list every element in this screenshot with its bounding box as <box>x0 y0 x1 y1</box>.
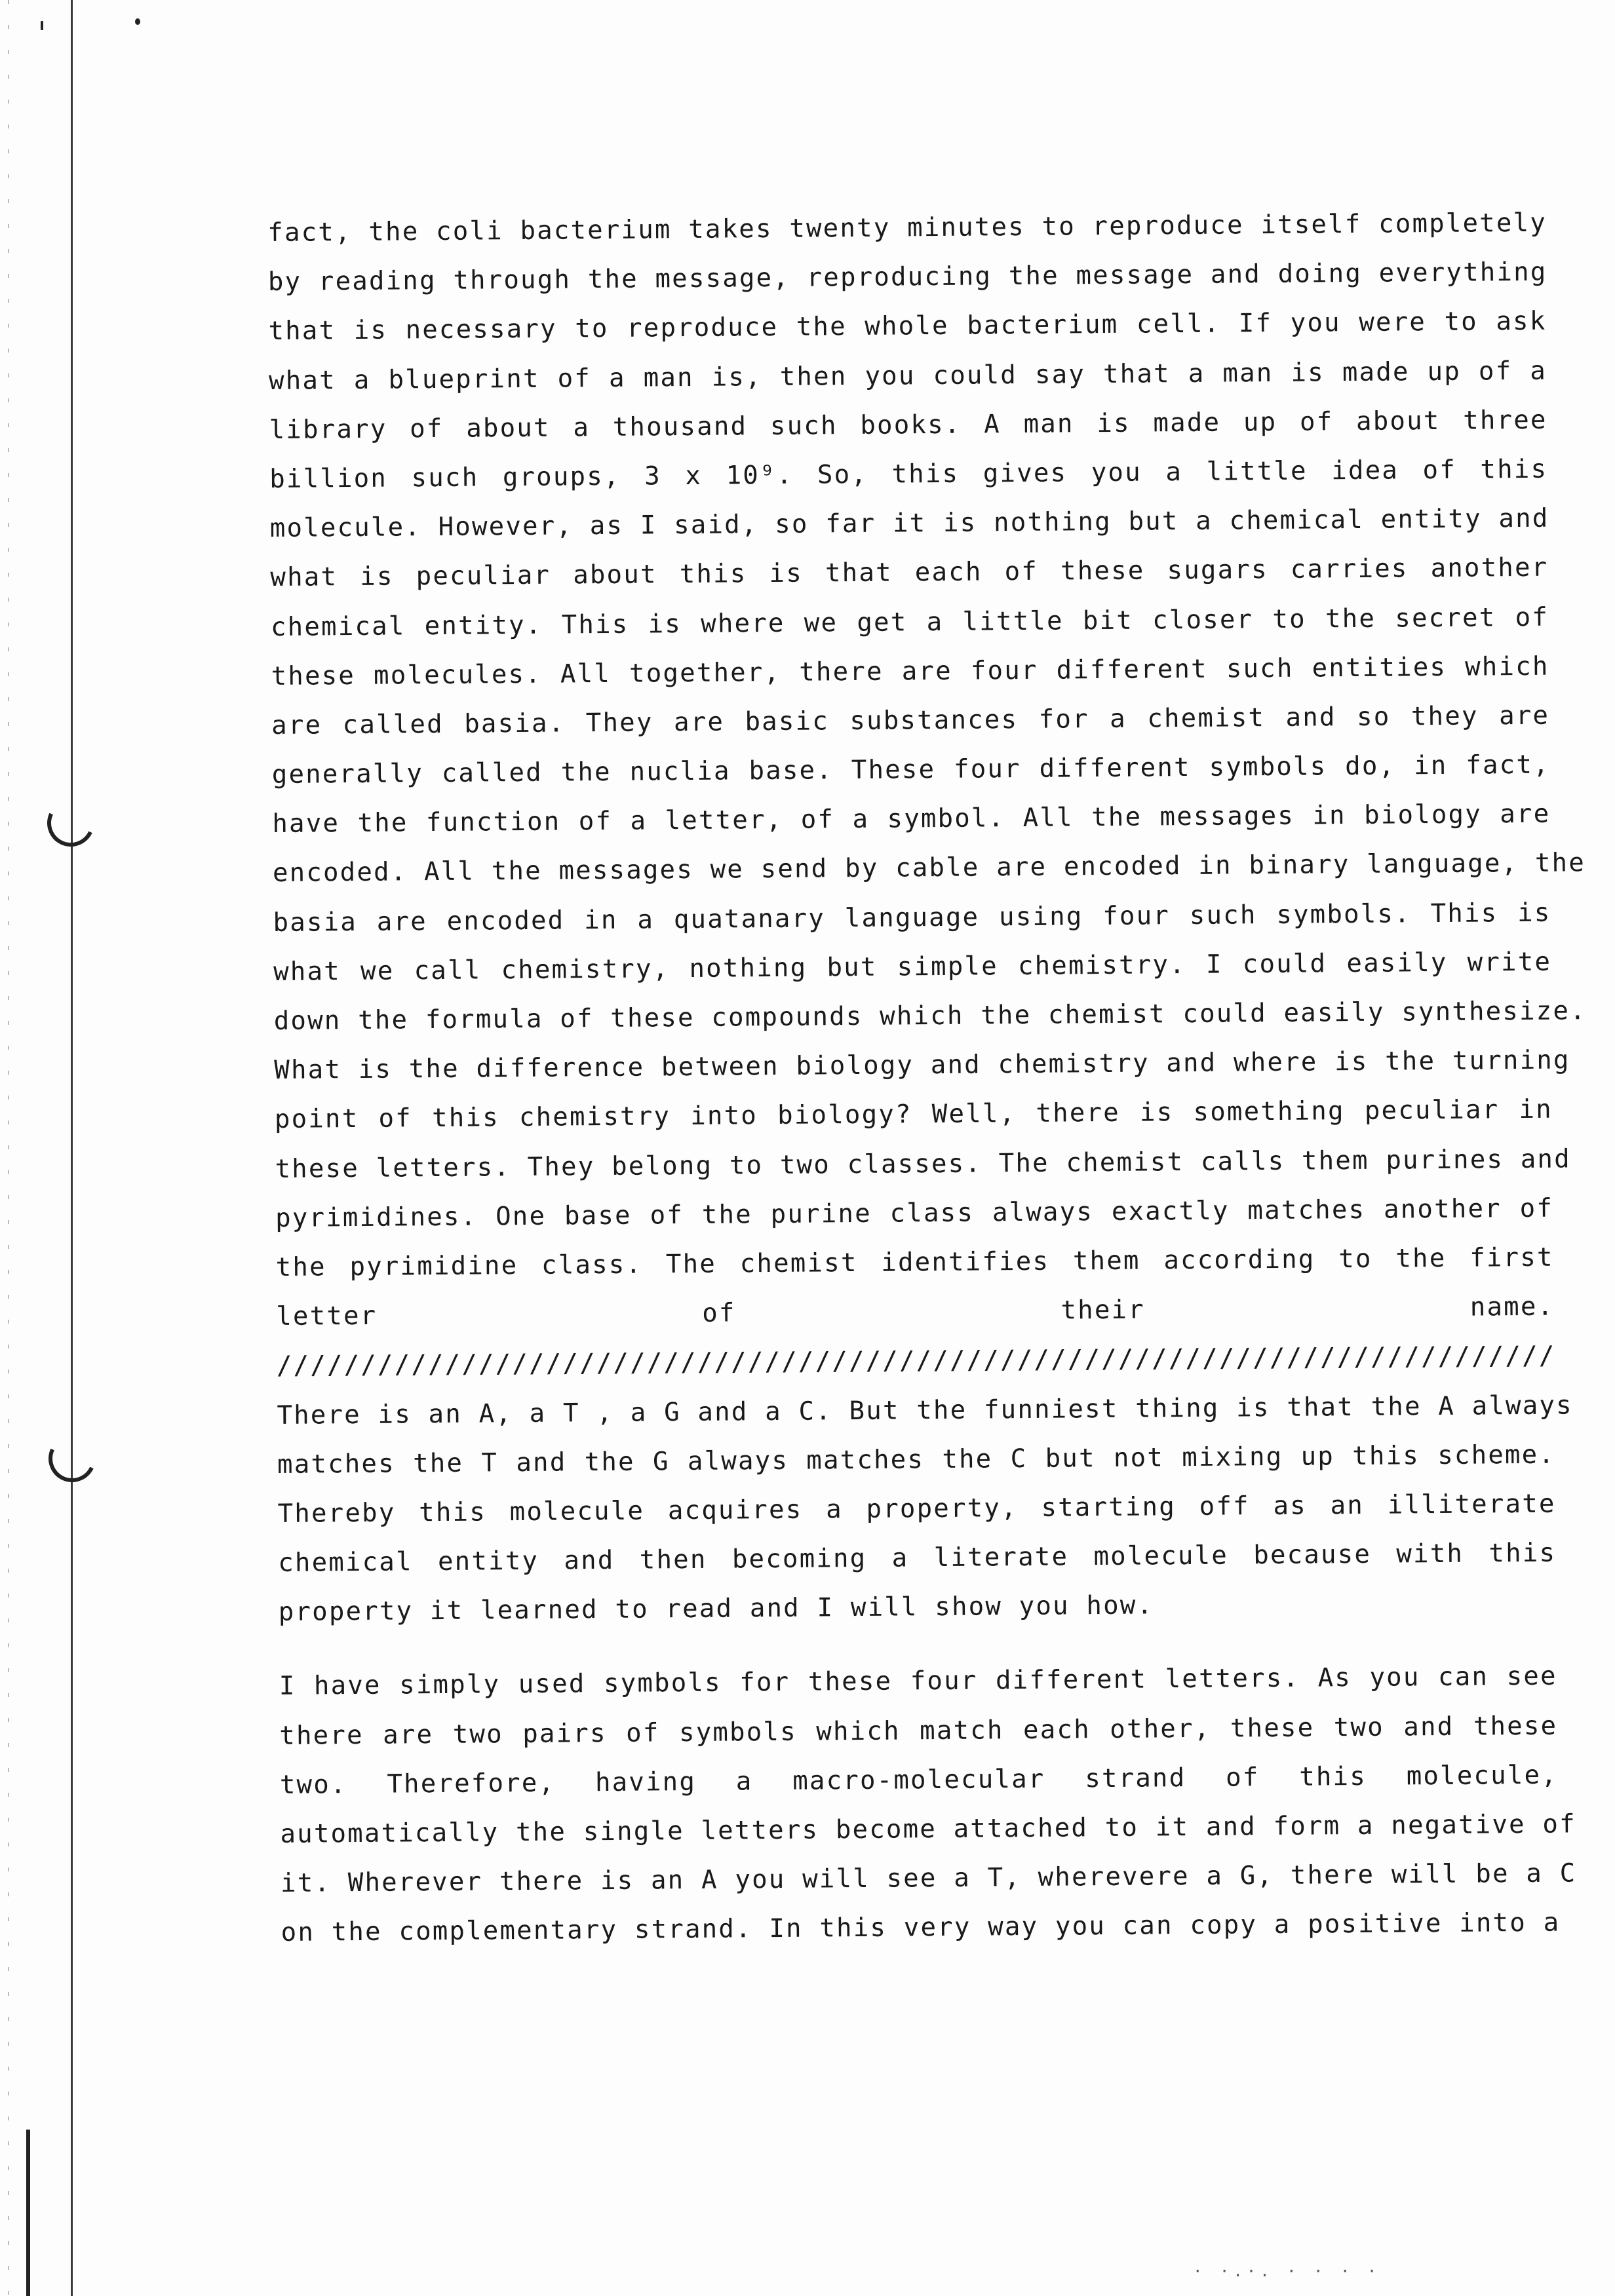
text-line: There is an A, a T , a G and a C. But the funniest thing is that the A always <box>277 1390 1573 1430</box>
page-edge-mark <box>26 2130 30 2296</box>
text-line: these letters. They belong to two classes. The chemist calls them purines and <box>275 1143 1571 1184</box>
text-line: letter of their name. <box>276 1292 1555 1332</box>
text-line: down the formula of these compounds which the chemist could easily synthesize. <box>273 996 1587 1036</box>
text-line: matches the T and the G always matches the C but not mixing up this scheme. <box>277 1440 1556 1480</box>
ink-mark <box>41 21 43 30</box>
text-line: what is peculiar about this is that each of these sugars carries another <box>270 552 1549 593</box>
scan-smudge: · ·.·. · · · · <box>1193 2262 1381 2280</box>
text-line: automatically the single letters become attached to it and form a negative of <box>280 1809 1576 1849</box>
text-line: property it learned to read and I will show you how. <box>278 1590 1154 1628</box>
paragraph-2 <box>279 1652 1577 1957</box>
text-line: by reading through the message, reproducing the message and doing everything <box>267 257 1547 297</box>
text-line: point of this chemistry into biology? Well, there is something peculiar in <box>274 1095 1553 1135</box>
text-line: have the function of a letter, of a symbol. All the messages in biology are <box>272 799 1551 839</box>
text-line: two. Therefore, having a macro-molecular strand of this molecule, <box>279 1760 1559 1800</box>
text-line: basia are encoded in a quatanary language using four such symbols. This is <box>273 898 1551 938</box>
text-line: Thereby this molecule acquires a property, starting off as an illiterate <box>277 1489 1556 1529</box>
paragraph-1 <box>267 199 1587 1637</box>
text-line: what we call chemistry, nothing but simple chemistry. I could easily write <box>273 947 1552 987</box>
text-line: library of about a thousand such books. A man is made up of about three <box>269 405 1547 445</box>
text-line: generally called the nuclia base. These four different symbols do, in fact, <box>271 750 1550 790</box>
strikeout-line: //////////////////////////////////////////////////////////////////////////// <box>276 1341 1556 1381</box>
text-line: that is necessary to reproduce the whole bacterium cell. If you were to ask <box>268 307 1547 347</box>
text-line: molecule. However, as I said, so far it is nothing but a chemical entity and <box>269 503 1549 544</box>
text-line: are called basia. They are basic substances for a chemist and so they are <box>271 700 1550 740</box>
text-line: billion such groups, 3 x 10⁹. So, this gives you a little idea of this <box>269 454 1548 494</box>
ink-dot <box>135 18 140 25</box>
text-line: what a blueprint of a man is, then you could say that a man is made up of a <box>268 356 1547 396</box>
text-line: pyrimidines. One base of the purine class always exactly matches another of <box>275 1193 1554 1233</box>
binding-hole-mark-upper <box>41 793 101 853</box>
text-line: there are two pairs of symbols which match each other, these two and these <box>279 1711 1558 1751</box>
text-line: these molecules. All together, there are four different such entities which <box>271 651 1549 691</box>
binding-hole-mark-lower <box>42 1428 102 1489</box>
text-line: the pyrimidine class. The chemist identifies them according to the first <box>275 1242 1554 1282</box>
text-line: it. Wherever there is an A you will see a T, wherevere a G, there will be a C <box>280 1858 1577 1899</box>
text-line: I have simply used symbols for these four different letters. As you can see <box>279 1662 1557 1702</box>
text-line: What is the difference between biology and chemistry and where is the turning <box>274 1045 1570 1086</box>
text-line: chemical entity. This is where we get a little bit closer to the secret of <box>270 602 1549 642</box>
typed-text-body <box>267 199 1587 1958</box>
text-line: on the complementary strand. In this very way you can copy a positive into a <box>281 1907 1561 1948</box>
margin-rule-line <box>71 0 73 2296</box>
text-line: encoded. All the messages we send by cable are encoded in binary language, the <box>272 848 1586 889</box>
scan-edge-noise <box>8 0 9 2296</box>
text-line: fact, the coli bacterium takes twenty minutes to reproduce itself completely <box>267 208 1547 248</box>
text-line: chemical entity and then becoming a literate molecule because with this <box>278 1538 1557 1578</box>
